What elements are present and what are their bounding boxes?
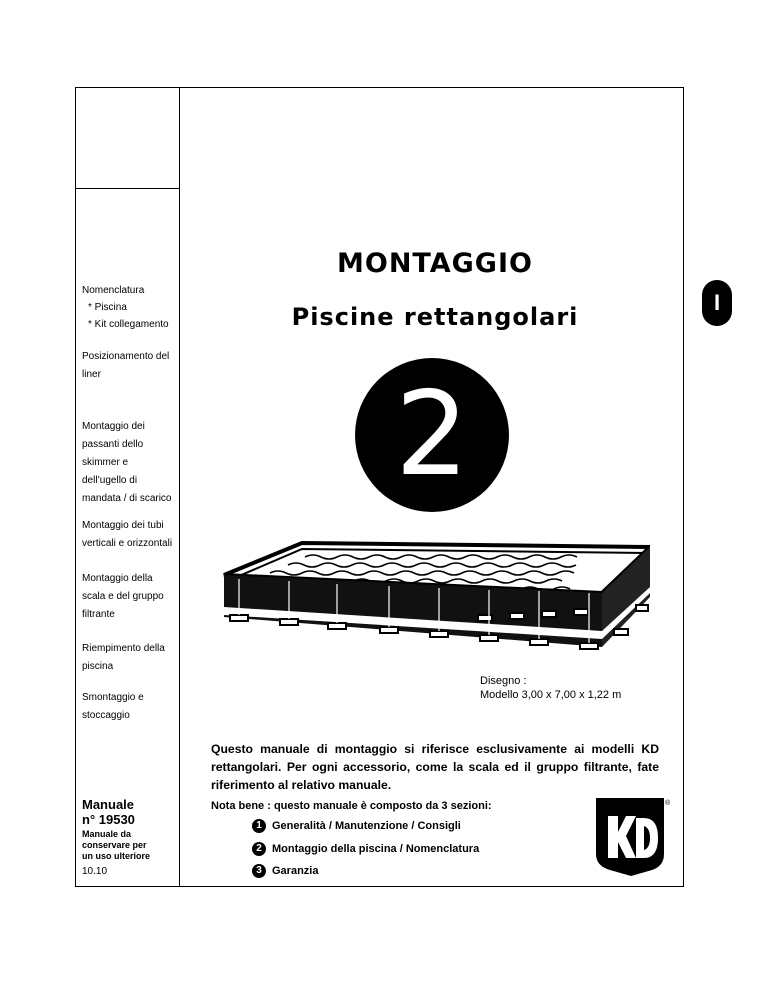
- sidebar-item-scala-2: scala e del gruppo: [82, 591, 164, 602]
- section-item-2: [252, 842, 479, 856]
- section-number-2: 2: [252, 842, 266, 856]
- sidebar-item-posizionamento: Posizionamento del: [82, 351, 170, 362]
- sidebar-item-liner: liner: [82, 369, 101, 380]
- section-number-1: 1: [252, 819, 266, 833]
- section-label-1: Generalità / Manutenzione / Consigli: [272, 820, 461, 832]
- kd-logo: [592, 796, 670, 878]
- intro-paragraph: Questo manuale di montaggio si riferisce esclusivamente ai modelli KD rettangolari. Per ogni accessorio, come la scala ed il gruppo filtrante, fate riferimento al relativo manuale.: [211, 742, 659, 792]
- figure-caption-model: Modello 3,00 x 7,00 x 1,22 m: [480, 689, 622, 701]
- page-title: MONTAGGIO: [337, 248, 533, 279]
- sidebar-item-kit: * Kit collegamento: [88, 319, 169, 330]
- manual-keep-line2: conservare per: [82, 840, 147, 850]
- section-number-badge: 2: [355, 358, 509, 512]
- sidebar-item-montaggio-passanti-1: Montaggio dei: [82, 421, 145, 432]
- sidebar-item-nomenclatura: Nomenclatura: [82, 285, 145, 296]
- manual-label: Manuale: [82, 797, 135, 812]
- page-subtitle: Piscine rettangolari: [291, 303, 579, 331]
- sidebar-top-divider: [76, 188, 179, 189]
- sidebar-item-montaggio-passanti-2: passanti dello: [82, 439, 144, 450]
- section-item-3: [252, 864, 318, 878]
- section-label-2: Montaggio della piscina / Nomenclatura: [272, 843, 480, 855]
- figure-caption-label: Disegno :: [480, 675, 527, 687]
- sidebar-item-montaggio-passanti-3: skimmer e: [82, 457, 129, 468]
- section-item-1: [252, 819, 461, 833]
- manual-date: 10.10: [82, 866, 108, 877]
- sections-note: Nota bene : questo manuale è composto da 3 sezioni:: [211, 800, 492, 812]
- section-number-3: 3: [252, 864, 266, 878]
- sidebar-item-montaggio-passanti-5: mandata / di scarico: [82, 493, 172, 504]
- section-label-3: Garanzia: [272, 865, 319, 877]
- manual-keep-line1: Manuale da: [82, 829, 132, 839]
- language-tab: I: [702, 280, 732, 326]
- sidebar-item-tubi-1: Montaggio dei tubi: [82, 520, 164, 531]
- sidebar-item-smontaggio-1: Smontaggio e: [82, 692, 144, 703]
- manual-number: n° 19530: [82, 812, 135, 827]
- sidebar-item-montaggio-passanti-4: dell’ugello di: [82, 475, 138, 486]
- sidebar-item-riempimento-2: piscina: [82, 661, 114, 672]
- sidebar-item-tubi-2: verticali e orizzontali: [82, 538, 173, 549]
- sidebar-item-piscina: * Piscina: [88, 302, 127, 313]
- sidebar-item-riempimento-1: Riempimento della: [82, 643, 165, 654]
- sidebar-item-scala-3: filtrante: [82, 609, 115, 620]
- sidebar-divider: [179, 88, 180, 887]
- manual-keep-line3: un uso ulteriore: [82, 851, 151, 861]
- sidebar-item-smontaggio-2: stoccaggio: [82, 710, 130, 721]
- registered-mark: ®: [665, 800, 670, 807]
- pool-illustration: [210, 535, 650, 665]
- sidebar-item-scala-1: Montaggio della: [82, 573, 153, 584]
